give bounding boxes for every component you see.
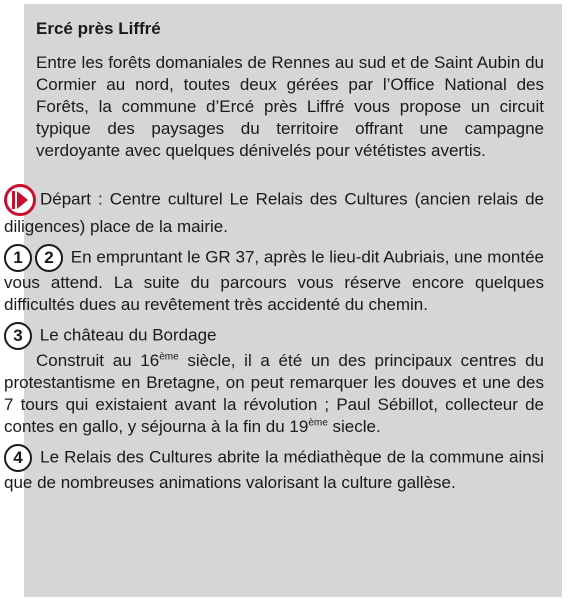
step-text: siècle, il a été un des principaux centres du protestantisme en Bretagne, on peut remarquer les douves et une des 7 tours qui existaient avant la révolution ; Paul Sébillot, collecteur de contes en gallo, y séjourna à la fin du 19 (4, 351, 544, 436)
step-number-badge: 2 (35, 244, 63, 272)
step-3 (4, 322, 544, 438)
step-number-badge: 4 (4, 444, 32, 472)
step-text: En empruntant le GR 37, après le lieu-dit Aubriais, une montée vous attend. La suite du parcours vous réserve encore quelques difficultés dues au revêtement très accidenté du chemin. (4, 247, 544, 314)
panel-content (4, 18, 544, 500)
superscript: ème (308, 417, 328, 429)
step-text: Le Relais des Cultures abrite la médiathèque de la commune ainsi que de nombreuses animations valorisant la culture gallèse. (4, 447, 544, 492)
step-1-2 (4, 244, 544, 316)
step-text: siecle. (327, 417, 381, 436)
step-number-badge: 1 (4, 244, 32, 272)
step-heading: Le château du Bordage (39, 325, 217, 345)
start-play-icon (4, 184, 36, 216)
superscript: ème (159, 351, 179, 363)
intro-paragraph: Entre les forêts domaniales de Rennes au sud et de Saint Aubin du Cormier au nord, toutes deux gérées par l’Office National des Forêts, la commune d’Ercé près Liffré vous propose un circuit typique des paysages du territoire offrant une campagne verdoyante avec quelques dénivelés pour vététistes avertis. (36, 53, 544, 160)
start-text: Départ : Centre culturel Le Relais des Cultures (ancien relais de diligences) place de la mairie. (4, 189, 544, 236)
page-title: Ercé près Liffré (36, 19, 161, 38)
start-step (4, 184, 544, 238)
step-text: Construit au 16 (36, 351, 160, 370)
play-triangle-icon (12, 191, 28, 209)
info-panel (4, 4, 562, 597)
step-4 (4, 444, 544, 494)
step-number-badge: 3 (4, 322, 32, 350)
